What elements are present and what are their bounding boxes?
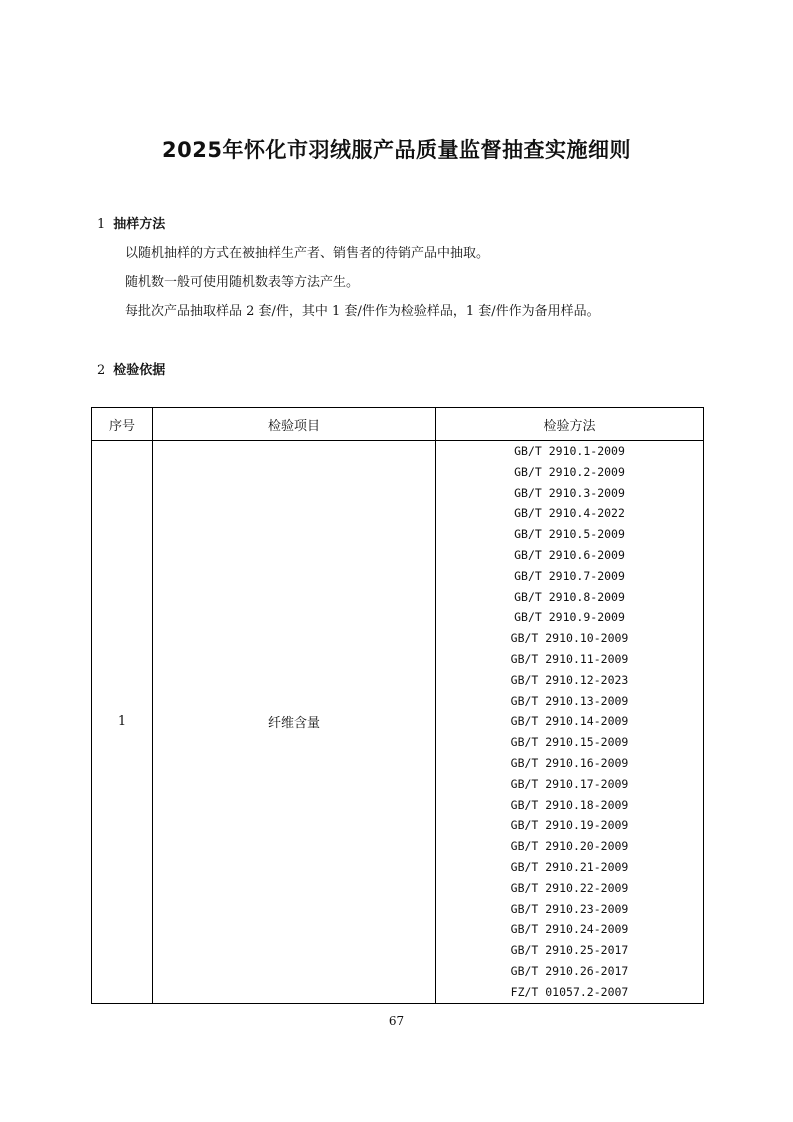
table-row bbox=[92, 441, 704, 1004]
header-item: 检验项目 bbox=[153, 408, 436, 441]
method-standard: GB/T 2910.19-2009 bbox=[510, 818, 629, 833]
method-standard: GB/T 2910.5-2009 bbox=[514, 527, 625, 542]
method-standard: GB/T 2910.15-2009 bbox=[510, 735, 629, 750]
method-standard: GB/T 2910.10-2009 bbox=[510, 631, 629, 646]
method-standard: GB/T 2910.18-2009 bbox=[510, 797, 629, 812]
table-header-row bbox=[92, 408, 704, 441]
paragraph-3: 每批次产品抽取样品 2 套/件，其中 1 套/件作为检验样品，1 套/件作为备用样品。 bbox=[125, 304, 600, 319]
section-2-number: 2 bbox=[97, 363, 106, 378]
method-standard: GB/T 2910.25-2017 bbox=[510, 943, 629, 958]
method-standard: GB/T 2910.23-2009 bbox=[510, 901, 629, 916]
method-standard: GB/T 2910.16-2009 bbox=[510, 755, 629, 770]
method-standard: FZ/T 01057.2-2007 bbox=[510, 984, 629, 999]
row-index: 1 bbox=[92, 441, 153, 1004]
method-standard: GB/T 2910.14-2009 bbox=[510, 714, 629, 729]
method-standard: GB/T 2910.9-2009 bbox=[514, 610, 625, 625]
section-2-title: 检验依据 bbox=[113, 363, 166, 378]
header-index: 序号 bbox=[92, 408, 153, 441]
section-2-heading bbox=[97, 359, 165, 378]
section-1-number: 1 bbox=[97, 217, 106, 232]
method-standard: GB/T 2910.6-2009 bbox=[514, 547, 625, 562]
method-standard: GB/T 2910.11-2009 bbox=[510, 651, 629, 666]
method-standard: GB/T 2910.24-2009 bbox=[510, 922, 629, 937]
method-standard: GB/T 2910.17-2009 bbox=[510, 776, 629, 791]
inspection-table bbox=[91, 407, 704, 1004]
method-standard: GB/T 2910.20-2009 bbox=[510, 839, 629, 854]
method-standard: GB/T 2910.26-2017 bbox=[510, 963, 629, 978]
method-standard: GB/T 2910.12-2023 bbox=[510, 672, 629, 687]
method-standard: GB/T 2910.4-2022 bbox=[514, 506, 625, 521]
method-standard: GB/T 2910.1-2009 bbox=[514, 444, 625, 458]
header-method: 检验方法 bbox=[436, 408, 704, 441]
method-standard: GB/T 2910.13-2009 bbox=[510, 693, 629, 708]
row-methods bbox=[436, 441, 704, 1004]
page-title: 2025年怀化市羽绒服产品质量监督抽查实施细则 bbox=[162, 138, 631, 162]
method-standard: GB/T 2910.3-2009 bbox=[514, 485, 625, 500]
row-item: 纤维含量 bbox=[153, 441, 436, 1004]
method-standard: GB/T 2910.22-2009 bbox=[510, 880, 629, 895]
method-standard: GB/T 2910.2-2009 bbox=[514, 464, 625, 479]
method-standard: GB/T 2910.21-2009 bbox=[510, 859, 629, 874]
paragraph-2: 随机数一般可使用随机数表等方法产生。 bbox=[125, 275, 360, 290]
section-1-title: 抽样方法 bbox=[113, 217, 166, 232]
paragraph-1: 以随机抽样的方式在被抽样生产者、销售者的待销产品中抽取。 bbox=[125, 246, 490, 261]
method-standard: GB/T 2910.8-2009 bbox=[514, 589, 625, 604]
page-number: 67 bbox=[388, 1014, 405, 1028]
section-1-heading bbox=[97, 213, 165, 232]
method-standard: GB/T 2910.7-2009 bbox=[514, 568, 625, 583]
